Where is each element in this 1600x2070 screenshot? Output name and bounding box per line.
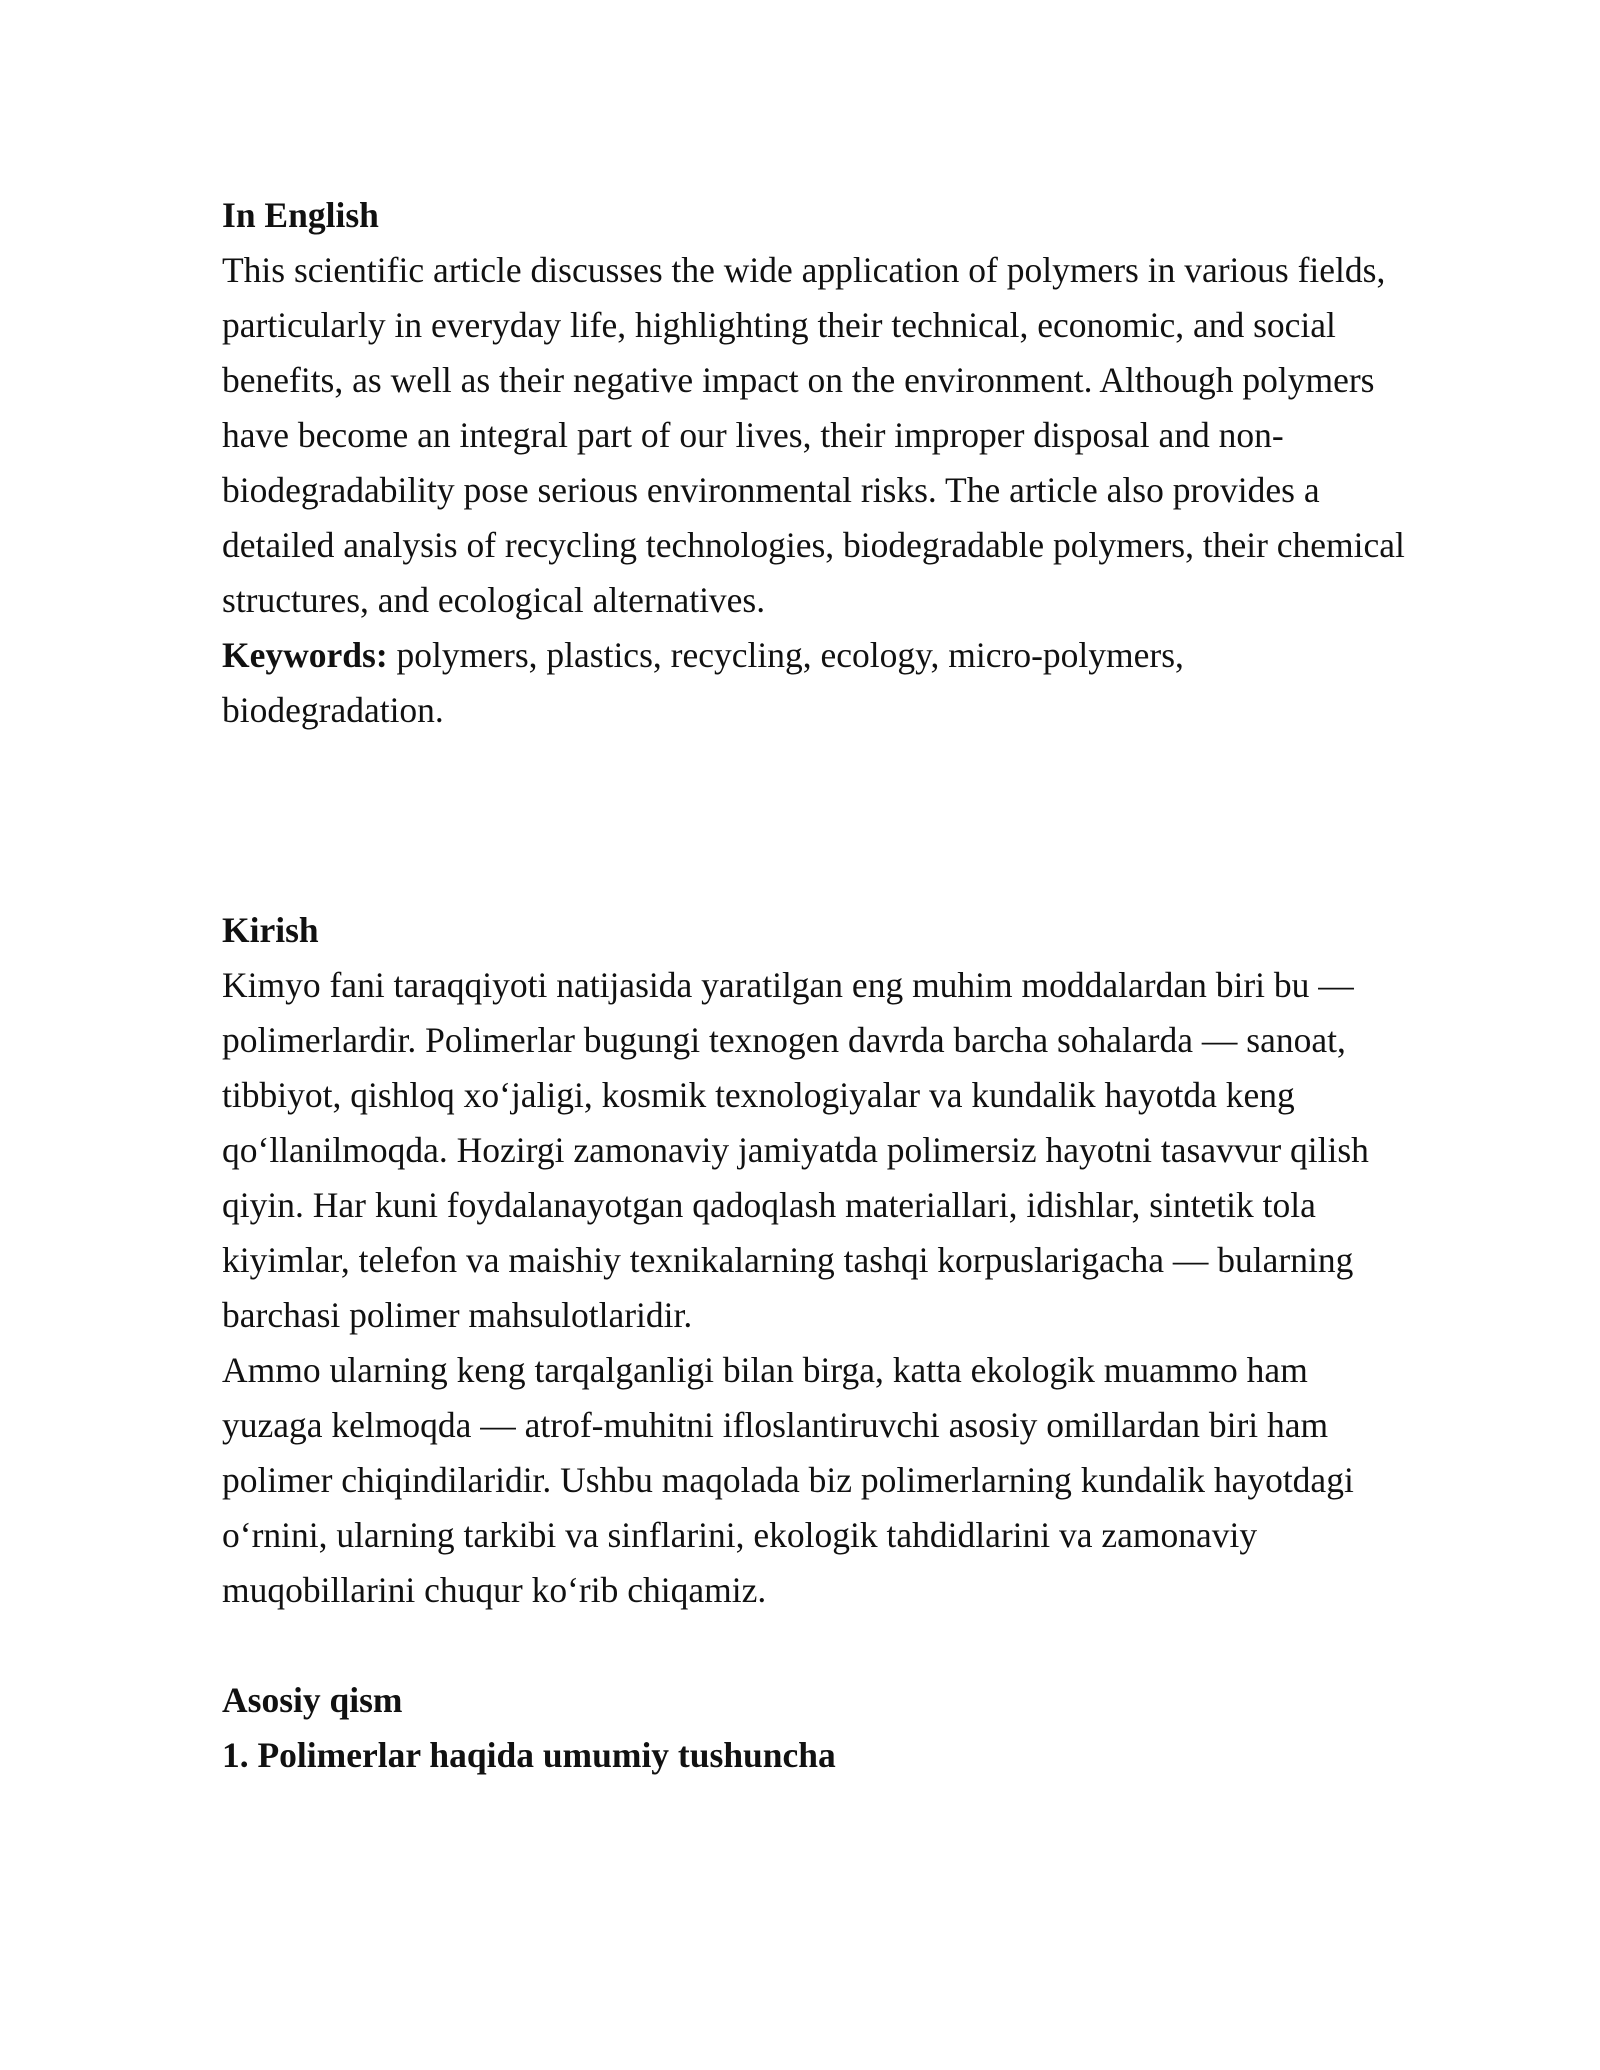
kirish-heading: Kirish	[222, 910, 319, 950]
body-line: muqobillarini chuqur ko‘rib chiqamiz.	[222, 1570, 767, 1610]
body-line: kiyimlar, telefon va maishiy texnikalarning tashqi korpuslarigacha — bularning	[222, 1240, 1354, 1280]
abstract-line: benefits, as well as their negative impact on the environment. Although polymers	[222, 360, 1375, 400]
body-line: polimerlardir. Polimerlar bugungi texnogen davrda barcha sohalarda — sanoat,	[222, 1020, 1346, 1060]
body-line: o‘rnini, ularning tarkibi va sinflarini, ekologik tahdidlarini va zamonaviy	[222, 1515, 1258, 1555]
abstract-line: biodegradability pose serious environmental risks. The article also provides a	[222, 470, 1320, 510]
document-page	[222, 188, 1452, 1783]
keywords-label: Keywords:	[222, 635, 388, 675]
spacer	[222, 738, 1452, 903]
abstract-line: detailed analysis of recycling technologies, biodegradable polymers, their chemical	[222, 525, 1405, 565]
english-heading: In English	[222, 195, 379, 235]
body-line: qiyin. Har kuni foydalanayotgan qadoqlash materiallari, idishlar, sintetik tola	[222, 1185, 1316, 1225]
abstract-line: This scientific article discusses the wide application of polymers in various fields,	[222, 250, 1386, 290]
keywords-line-2: biodegradation.	[222, 690, 444, 730]
keywords-line	[222, 628, 1452, 683]
body-line: yuzaga kelmoqda — atrof-muhitni ifloslantiruvchi asosiy omillardan biri ham	[222, 1405, 1329, 1445]
abstract-line: structures, and ecological alternatives.	[222, 580, 766, 620]
keywords-text: polymers, plastics, recycling, ecology, micro-polymers,	[387, 635, 1184, 675]
body-line: Ammo ularning keng tarqalganligi bilan birga, katta ekologik muammo ham	[222, 1350, 1308, 1390]
abstract-line: have become an integral part of our lives, their improper disposal and non-	[222, 415, 1284, 455]
body-line: barchasi polimer mahsulotlaridir.	[222, 1295, 693, 1335]
english-abstract	[222, 243, 1452, 628]
body-line: tibbiyot, qishloq xo‘jaligi, kosmik texnologiyalar va kundalik hayotda keng	[222, 1075, 1295, 1115]
kirish-body	[222, 958, 1452, 1618]
section-1-heading: 1. Polimerlar haqida umumiy tushuncha	[222, 1735, 836, 1775]
body-line: polimer chiqindilaridir. Ushbu maqolada biz polimerlarning kundalik hayotdagi	[222, 1460, 1354, 1500]
body-line: Kimyo fani taraqqiyoti natijasida yaratilgan eng muhim moddalardan biri bu —	[222, 965, 1354, 1005]
body-line: qo‘llanilmoqda. Hozirgi zamonaviy jamiyatda polimersiz hayotni tasavvur qilish	[222, 1130, 1369, 1170]
asosiy-heading: Asosiy qism	[222, 1680, 403, 1720]
abstract-line: particularly in everyday life, highlighting their technical, economic, and social	[222, 305, 1336, 345]
spacer	[222, 1618, 1452, 1673]
